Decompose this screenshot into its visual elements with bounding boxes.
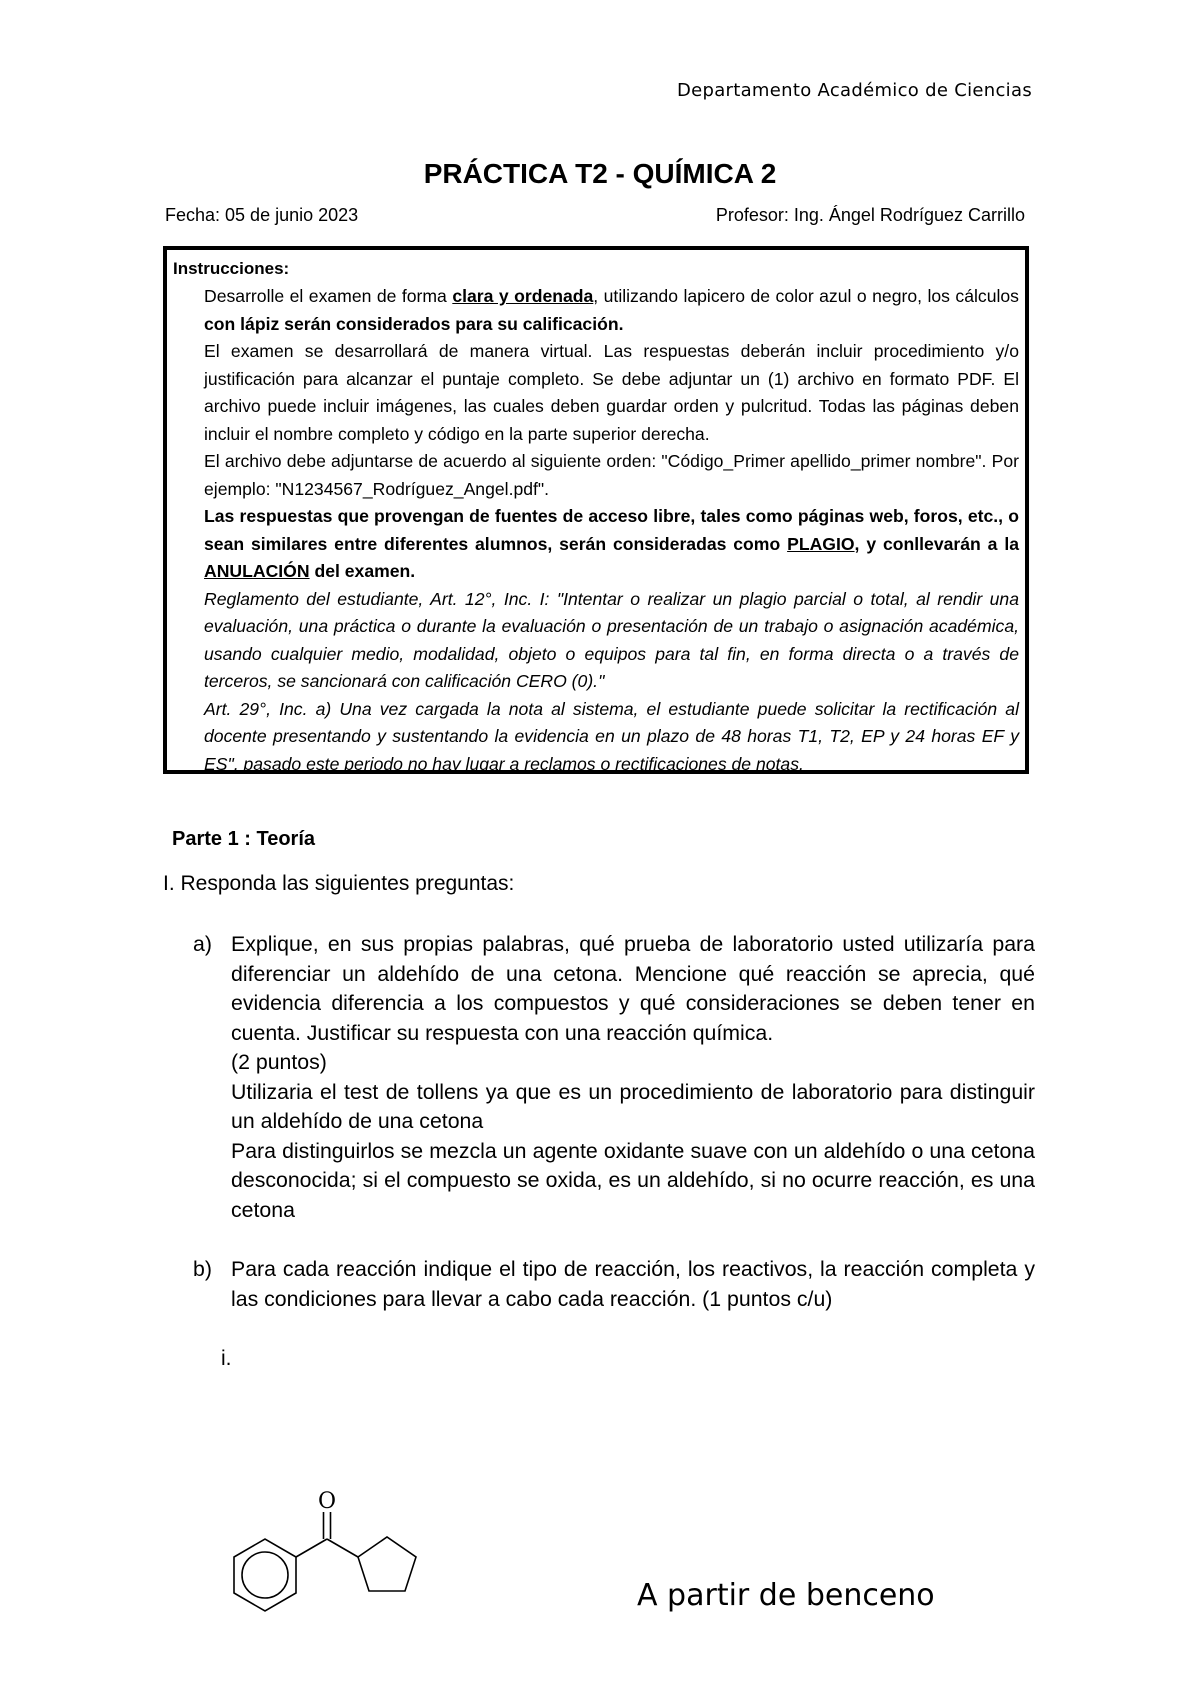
question-b (193, 1255, 1035, 1314)
instruction-text: del examen. (309, 561, 416, 581)
synthesis-note: A partir de benceno (637, 1578, 935, 1613)
question-label: a) (193, 932, 212, 956)
instruction-paragraph-3: El archivo debe adjuntarse de acuerdo al siguiente orden: "Código_Primer apellido_primer nombre". Por ejemplo: "N1234567_Rodríguez_Angel.pdf". (204, 451, 1019, 499)
question-text: Para cada reacción indique el tipo de reacción, los reactivos, la reacción completa y las condiciones para llevar a cabo cada reacción. (1 puntos c/u) (231, 1257, 1035, 1311)
question-label: b) (193, 1257, 212, 1281)
exam-date: Fecha: 05 de junio 2023 (165, 205, 359, 225)
cyclopentane-ring (358, 1537, 416, 1591)
answer-text-2: Para distinguirlos se mezcla un agente oxidante suave con un aldehído o una cetona desconocida; si el compuesto se oxida, es un aldehído, si no ocurre reacción, es una cetona (231, 1138, 1035, 1222)
cyclopentyl-phenyl-ketone-structure (225, 1490, 455, 1625)
part1-intro: I. Responda las siguientes preguntas: (163, 872, 515, 895)
question-points: (2 puntos) (231, 1050, 327, 1074)
question-a (193, 930, 1035, 1225)
page-title: PRÁCTICA T2 - QUÍMICA 2 (423, 158, 777, 189)
emphasis-anulacion: ANULACIÓN (204, 561, 310, 581)
department-header: Departamento Académico de Ciencias (676, 80, 1032, 101)
instruction-text: Desarrolle el examen de forma (204, 286, 453, 306)
instruction-paragraph-1 (204, 283, 1019, 338)
professor-name: Profesor: Ing. Ángel Rodríguez Carrillo (715, 205, 1025, 225)
instruction-paragraph-4 (204, 503, 1019, 586)
question-text: Explique, en sus propias palabras, qué prueba de laboratorio usted utilizaría para diferenciar un aldehído de una cetona. Mencione qué reacción se aprecia, qué evidencia diferencia a los compuestos y qué consideraciones se deben tener en cuenta. Justificar su respuesta con una reacción química. (231, 932, 1035, 1045)
oxygen-atom-label: O (317, 1490, 337, 1514)
part1-heading: Parte 1 : Teoría (172, 828, 316, 850)
emphasis-pencil: con lápiz serán considerados para su calificación. (204, 313, 624, 334)
instruction-text: , y conllevarán a la (854, 533, 1019, 554)
instructions-box (163, 246, 1029, 774)
instruction-paragraph-2: El examen se desarrollará de manera virtual. Las respuestas deberán incluir procedimiento y/o justificación para alcanzar el puntaje completo. Se debe adjuntar un (1) archivo en formato PDF. El archivo puede incluir imágenes, las cuales deben guardar orden y pulcritud. Todas las páginas deben incluir el nombre completo y código en la parte superior derecha. (204, 341, 1019, 444)
question-body (231, 930, 1035, 1225)
emphasis-clear-ordered: clara y ordenada (452, 286, 594, 306)
carbonyl-bond-left (296, 1539, 327, 1557)
molecule-bonds (234, 1512, 416, 1611)
question-list (193, 930, 1035, 1314)
question-body (231, 1255, 1035, 1314)
instruction-paragraph-6: Art. 29°, Inc. a) Una vez cargada la nota al sistema, el estudiante puede solicitar la rectificación al docente presentando y sustentando la evidencia en un plazo de 48 horas T1, T2, EP y 24 horas EF y ES", pasado este periodo no hay lugar a reclamos o rectificaciones de notas. (204, 698, 1019, 774)
answer-text-1: Utilizaria el test de tollens ya que es un procedimiento de laboratorio para distinguir un aldehído de una cetona (231, 1079, 1035, 1133)
sub-item-i: i. (221, 1347, 232, 1370)
carbonyl-bond-right (327, 1539, 358, 1557)
instruction-paragraph-5: Reglamento del estudiante, Art. 12°, Inc. I: "Intentar o realizar un plagio parcial o total, al rendir una evaluación, una práctica o durante la evaluación o presentación de un trabajo o asignación académica, usando cualquier medio, modalidad, objeto o equipos para tal fin, en forma directa o a través de terceros, se sancionará con calificación CERO (0)." (204, 588, 1019, 691)
instructions-heading: Instrucciones: (173, 259, 290, 278)
aromatic-circle (242, 1552, 288, 1598)
instruction-text: , utilizando lapicero de color azul o negro, los cálculos (593, 286, 1019, 306)
emphasis-plagio: PLAGIO (787, 533, 855, 554)
instruction-text: Las respuestas que provengan de fuentes de acceso libre, tales como páginas web, foros, etc., o sean similares entre diferentes alumnos, serán consideradas como (204, 506, 1019, 554)
benzene-ring (234, 1539, 296, 1611)
